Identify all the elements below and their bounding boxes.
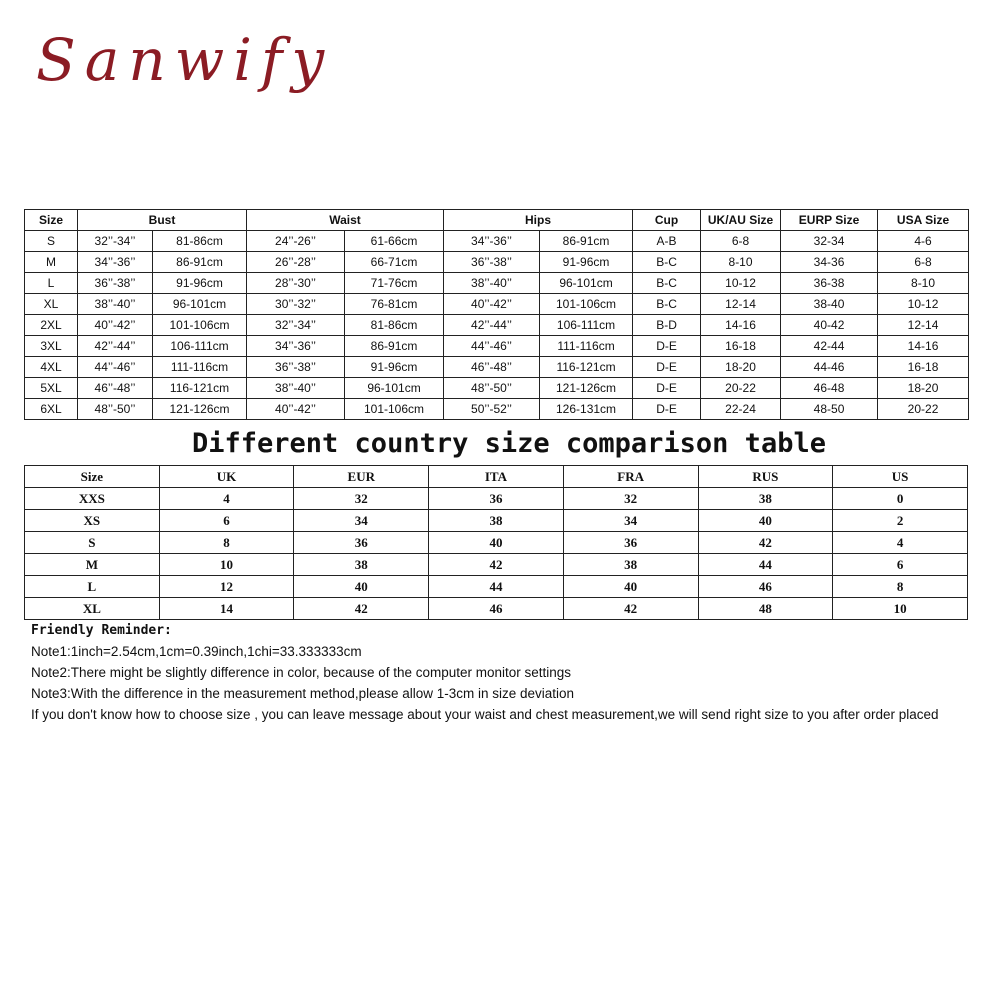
table-cell: 46-48 [781, 378, 878, 399]
table-cell: 18-20 [701, 357, 781, 378]
header-rus: RUS [698, 466, 833, 488]
header-bust: Bust [78, 210, 247, 231]
table-cell: 32’’-34’’ [78, 231, 153, 252]
table-cell: XS [25, 510, 160, 532]
table-cell: 91-96cm [540, 252, 633, 273]
table-cell: 4-6 [878, 231, 969, 252]
table-cell: 4 [159, 488, 294, 510]
table-cell: 24’’-26’’ [247, 231, 345, 252]
table-cell: 8-10 [878, 273, 969, 294]
table-cell: 42 [698, 532, 833, 554]
table-cell: 101-106cm [153, 315, 247, 336]
table-cell: 46 [429, 598, 564, 620]
table-cell: 81-86cm [153, 231, 247, 252]
table-cell: 48 [698, 598, 833, 620]
comparison-header-row [25, 466, 968, 488]
size-chart-table [24, 209, 969, 420]
table-cell: 44’’-46’’ [78, 357, 153, 378]
table-cell: 6-8 [701, 231, 781, 252]
table-cell: 38’’-40’’ [444, 273, 540, 294]
header-us: US [833, 466, 968, 488]
table-cell: 44 [698, 554, 833, 576]
table-row [25, 576, 968, 598]
table-cell: 46’’-48’’ [78, 378, 153, 399]
table-cell: 34-36 [781, 252, 878, 273]
table-cell: B-C [633, 294, 701, 315]
header-waist: Waist [247, 210, 444, 231]
table-cell: 8-10 [701, 252, 781, 273]
table-row [25, 378, 969, 399]
table-cell: 8 [159, 532, 294, 554]
table-cell: 14-16 [878, 336, 969, 357]
note-2: Note2:There might be slightly difference in color, because of the computer monitor settings [31, 665, 572, 680]
table-cell: XL [25, 598, 160, 620]
table-cell: 26’’-28’’ [247, 252, 345, 273]
table-cell: 8 [833, 576, 968, 598]
table-row [25, 231, 969, 252]
table-cell: 0 [833, 488, 968, 510]
table-cell: 81-86cm [345, 315, 444, 336]
table-cell: 86-91cm [153, 252, 247, 273]
table-cell: 96-101cm [345, 378, 444, 399]
table-cell: 101-106cm [345, 399, 444, 420]
table-cell: 86-91cm [540, 231, 633, 252]
table-cell: 5XL [25, 378, 78, 399]
country-comparison-table [24, 465, 968, 620]
table-cell: 30’’-32’’ [247, 294, 345, 315]
table-row [25, 510, 968, 532]
table-row [25, 336, 969, 357]
table-cell: 32 [294, 488, 429, 510]
table-cell: XL [25, 294, 78, 315]
table-cell: 3XL [25, 336, 78, 357]
table-cell: B-C [633, 252, 701, 273]
table-cell: 40 [294, 576, 429, 598]
table-cell: 121-126cm [540, 378, 633, 399]
table-cell: 6 [159, 510, 294, 532]
table-cell: 34’’-36’’ [247, 336, 345, 357]
table-cell: XXS [25, 488, 160, 510]
header-cup: Cup [633, 210, 701, 231]
table-cell: 38’’-40’’ [247, 378, 345, 399]
table-row [25, 252, 969, 273]
table-cell: 48’’-50’’ [78, 399, 153, 420]
table-row [25, 294, 969, 315]
table-cell: 101-106cm [540, 294, 633, 315]
note-3: Note3:With the difference in the measurement method,please allow 1-3cm in size deviation [31, 686, 575, 701]
table-cell: 91-96cm [345, 357, 444, 378]
table-cell: A-B [633, 231, 701, 252]
table-row [25, 357, 969, 378]
header-uk-au-size: UK/AU Size [701, 210, 781, 231]
table-row [25, 273, 969, 294]
table-cell: 12-14 [878, 315, 969, 336]
table-cell: 10 [833, 598, 968, 620]
table-cell: 36 [294, 532, 429, 554]
table-cell: 38-40 [781, 294, 878, 315]
table-cell: B-C [633, 273, 701, 294]
note-1: Note1:1inch=2.54cm,1cm=0.39inch,1chi=33.333333cm [31, 644, 362, 659]
table-cell: 86-91cm [345, 336, 444, 357]
table-cell: 42’’-44’’ [78, 336, 153, 357]
table-cell: 34’’-36’’ [78, 252, 153, 273]
table-cell: 34 [294, 510, 429, 532]
table-cell: 44’’-46’’ [444, 336, 540, 357]
table-cell: 66-71cm [345, 252, 444, 273]
table-cell: 111-116cm [153, 357, 247, 378]
table-cell: 36’’-38’’ [247, 357, 345, 378]
table-cell: 106-111cm [540, 315, 633, 336]
table-cell: 40 [429, 532, 564, 554]
header-eur: EUR [294, 466, 429, 488]
table-cell: 32-34 [781, 231, 878, 252]
table-cell: 6 [833, 554, 968, 576]
table-cell: 44 [429, 576, 564, 598]
table-cell: 50’’-52’’ [444, 399, 540, 420]
table-cell: 76-81cm [345, 294, 444, 315]
table-cell: 40’’-42’’ [78, 315, 153, 336]
table-cell: 111-116cm [540, 336, 633, 357]
table-cell: 91-96cm [153, 273, 247, 294]
table-cell: 2 [833, 510, 968, 532]
table-cell: 10-12 [878, 294, 969, 315]
table-cell: D-E [633, 378, 701, 399]
table-cell: D-E [633, 399, 701, 420]
table-cell: 44-46 [781, 357, 878, 378]
table-cell: 36’’-38’’ [78, 273, 153, 294]
table-cell: 38 [698, 488, 833, 510]
table-cell: 40’’-42’’ [247, 399, 345, 420]
table-cell: M [25, 554, 160, 576]
table-cell: 38 [294, 554, 429, 576]
table-cell: 46’’-48’’ [444, 357, 540, 378]
table-cell: S [25, 231, 78, 252]
table-cell: 61-66cm [345, 231, 444, 252]
table-cell: L [25, 273, 78, 294]
table-cell: 34 [563, 510, 698, 532]
table-cell: 36-38 [781, 273, 878, 294]
table-cell: 106-111cm [153, 336, 247, 357]
brand-logo: Sanwify [36, 26, 334, 94]
table-cell: 42 [294, 598, 429, 620]
header-size: Size [25, 466, 160, 488]
table-cell: 32 [563, 488, 698, 510]
table-cell: 42 [563, 598, 698, 620]
table-cell: 38’’-40’’ [78, 294, 153, 315]
table-row [25, 399, 969, 420]
table-cell: 22-24 [701, 399, 781, 420]
table-cell: 2XL [25, 315, 78, 336]
table-cell: 6XL [25, 399, 78, 420]
table-cell: 48’’-50’’ [444, 378, 540, 399]
reminder-heading: Friendly Reminder: [31, 623, 172, 638]
table-cell: 38 [563, 554, 698, 576]
table-row [25, 598, 968, 620]
table-cell: 36 [429, 488, 564, 510]
table-cell: 32’’-34’’ [247, 315, 345, 336]
table-cell: 10 [159, 554, 294, 576]
header-size: Size [25, 210, 78, 231]
table-row [25, 315, 969, 336]
table-row [25, 554, 968, 576]
table-cell: 12-14 [701, 294, 781, 315]
table-cell: D-E [633, 336, 701, 357]
comparison-title: Different country size comparison table [192, 428, 826, 459]
table-cell: 42’’-44’’ [444, 315, 540, 336]
table-cell: 4 [833, 532, 968, 554]
table-cell: 46 [698, 576, 833, 598]
table-cell: 18-20 [878, 378, 969, 399]
note-size-help: If you don't know how to choose size , you can leave message about your waist and chest measurement,we will send right size to you after order placed [31, 707, 939, 722]
table-cell: 38 [429, 510, 564, 532]
header-uk: UK [159, 466, 294, 488]
table-cell: 42-44 [781, 336, 878, 357]
table-cell: 71-76cm [345, 273, 444, 294]
table-cell: 116-121cm [540, 357, 633, 378]
table-cell: 14-16 [701, 315, 781, 336]
table-row [25, 488, 968, 510]
header-ita: ITA [429, 466, 564, 488]
table-cell: 28’’-30’’ [247, 273, 345, 294]
table-cell: 16-18 [701, 336, 781, 357]
header-fra: FRA [563, 466, 698, 488]
header-hips: Hips [444, 210, 633, 231]
table-cell: 42 [429, 554, 564, 576]
table-cell: 48-50 [781, 399, 878, 420]
table-cell: 10-12 [701, 273, 781, 294]
table-cell: 6-8 [878, 252, 969, 273]
table-cell: 96-101cm [540, 273, 633, 294]
table-cell: 4XL [25, 357, 78, 378]
table-cell: 20-22 [701, 378, 781, 399]
table-cell: 34’’-36’’ [444, 231, 540, 252]
table-cell: 40-42 [781, 315, 878, 336]
table-cell: 36 [563, 532, 698, 554]
table-cell: 14 [159, 598, 294, 620]
table-cell: S [25, 532, 160, 554]
table-cell: L [25, 576, 160, 598]
header-eurp-size: EURP Size [781, 210, 878, 231]
table-cell: 16-18 [878, 357, 969, 378]
table-cell: 40 [563, 576, 698, 598]
table-cell: 96-101cm [153, 294, 247, 315]
table-cell: 121-126cm [153, 399, 247, 420]
table-cell: 36’’-38’’ [444, 252, 540, 273]
table-cell: 20-22 [878, 399, 969, 420]
table-cell: D-E [633, 357, 701, 378]
table-cell: 116-121cm [153, 378, 247, 399]
table-cell: 40 [698, 510, 833, 532]
table-cell: 12 [159, 576, 294, 598]
table-row [25, 532, 968, 554]
size-chart-header-row [25, 210, 969, 231]
header-usa-size: USA Size [878, 210, 969, 231]
table-cell: 40’’-42’’ [444, 294, 540, 315]
table-cell: B-D [633, 315, 701, 336]
table-cell: M [25, 252, 78, 273]
table-cell: 126-131cm [540, 399, 633, 420]
friendly-reminder [31, 620, 976, 725]
